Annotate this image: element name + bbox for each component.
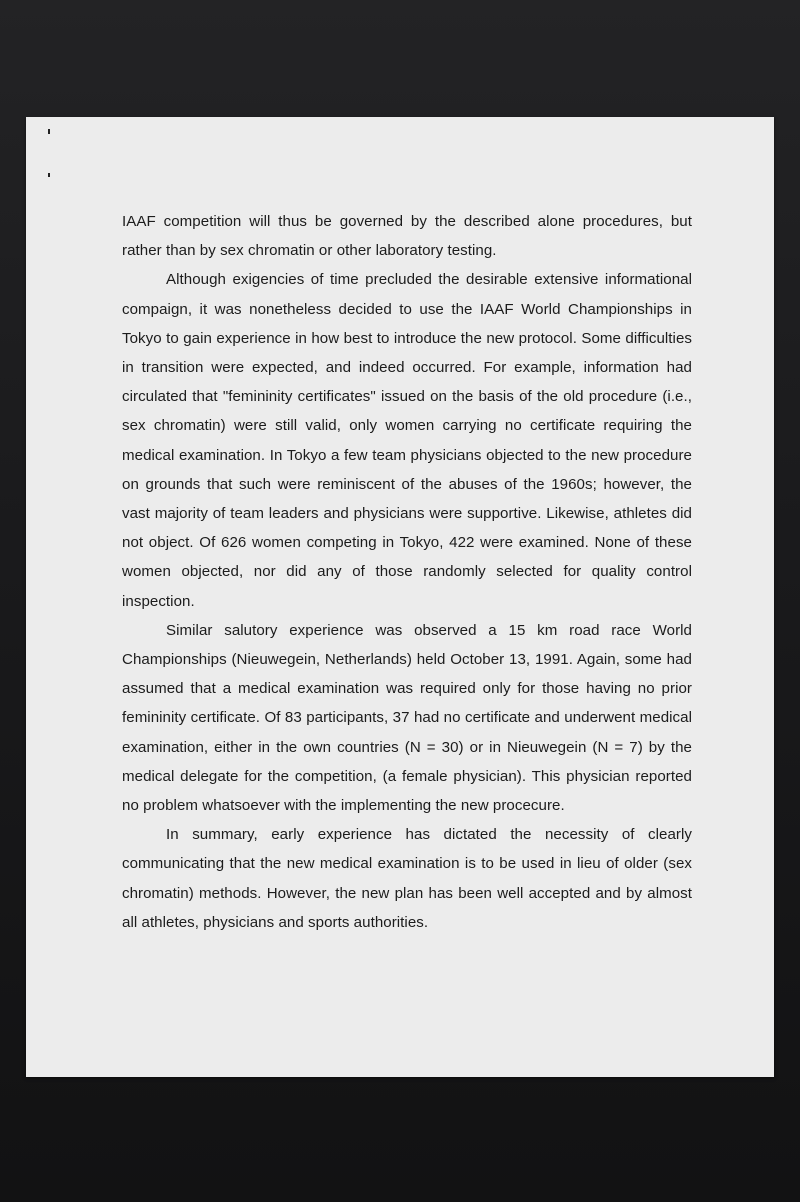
body-text xyxy=(122,207,692,937)
page-mark-second xyxy=(48,173,50,177)
page-mark-top xyxy=(48,129,50,134)
document-page xyxy=(26,117,774,1077)
paragraph-4: In summary, early experience has dictated the necessity of clearly communicating that the new medical examination is to be used in lieu of older (sex chromatin) methods. However, the new plan has been well accepted and by almost all athletes, physicians and sports authorities. xyxy=(122,826,692,931)
paragraph-1: IAAF competition will thus be governed by the described alone procedures, but rather than by sex chromatin or other laboratory testing. xyxy=(122,213,692,260)
paragraph-2: Although exigencies of time precluded the desirable extensive informational compaign, it was nonetheless decided to use the IAAF World Championships in Tokyo to gain experience in how best to introduce the new protocol. Some difficulties in transition were expected, and indeed occurred. For example, information had circulated that "femininity certificates" issued on the basis of the old procedure (i.e., sex chromatin) were still valid, only women carrying no certificate requiring the medical examination. In Tokyo a few team physicians objected to the new procedure on grounds that such were reminiscent of the abuses of the 1960s; however, the vast majority of team leaders and physicians were supportive. Likewise, athletes did not object. Of 626 women competing in Tokyo, 422 were examined. None of these women objected, nor did any of those randomly selected for quality control inspection. xyxy=(122,271,692,610)
paragraph-3: Similar salutory experience was observed a 15 km road race World Championships (Nieuwegein, Netherlands) held October 13, 1991. Again, some had assumed that a medical examination was required only for those having no prior femininity certificate. Of 83 participants, 37 had no certificate and underwent medical examination, either in the own countries (N = 30) or in Nieuwegein (N = 7) by the medical delegate for the competition, (a female physician). This physician reported no problem whatsoever with the implementing the new procecure. xyxy=(122,621,692,815)
